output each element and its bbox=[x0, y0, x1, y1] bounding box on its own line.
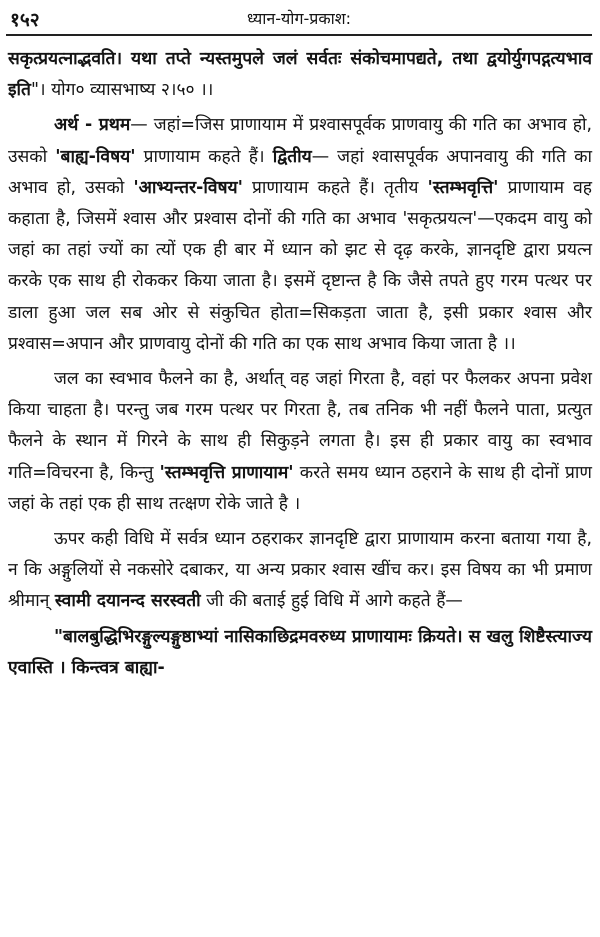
lead-second: द्वितीय bbox=[272, 146, 312, 167]
paragraph-meaning bbox=[8, 110, 592, 360]
paragraph-sanskrit-quote bbox=[8, 622, 592, 684]
text-span: ऊपर कही विधि में सर्वत्र ध्यान ठहराकर ज्ञानदृष्टि द्वारा प्राणायाम करना बताया गया है, न कि अङ्गुलियों से नकसोरे दबाकर, या अन्य प्रकार श्वास खींच कर। इस विषय का भी प्रमाण श्रीमान् bbox=[8, 529, 592, 612]
text-span: — जहां=जिस प्राणायाम में प्रश्वासपूर्वक प्राणवायु की गति का अभाव हो, उसको bbox=[8, 115, 593, 167]
lead-first: अर्थ - प्रथम bbox=[54, 115, 131, 136]
text-span: प्राणायाम वह कहाता है, जिसमें श्वास और प्रश्वास दोनों की गति का अभाव 'सकृत्प्रयत्न'—एकदम वायु को जहां का तहां ज्यों का त्यों एक ही बार में ध्यान को झट से दृढ़ करके, ज्ञानदृष्टि द्वारा प्रयत्न करके एक साथ ही रोककर किया जाता है। इसमें दृष्टान्त है कि जैसे तपते हुए गरम पत्थर पर डाला हुआ जल सब ओर से संकुचित होता=सिकड़ता जाता है, इसी प्रकार श्वास और प्रश्वास=अपान और प्राणवायु दोनों की गति का एक साथ अभाव किया जाता है ।। bbox=[8, 177, 593, 354]
text-span: प्राणायाम कहते हैं। bbox=[135, 146, 273, 167]
text-span: जल का स्वभाव फैलने का है, अर्थात् वह जहां गिरता है, वहां पर फैलकर अपना प्रवेश किया चाहता है। परन्तु जब गरम पत्थर पर गिरता है, तब तनिक भी नहीं फैलने पाता, प्रत्युत फैलने के स्थान में गिरने के साथ ही सिकुड़ने लगता है। इस ही प्रकार वायु का स्वभाव गति=विचरना है, किन्तु bbox=[8, 369, 592, 483]
term-stambhavritti: 'स्तम्भवृत्ति' bbox=[427, 177, 499, 198]
sanskrit-quote-2: "बालबुद्धिभिरङ्गुल्यङ्गुष्ठाभ्यां नासिकाछिद्रमवरुध्य प्राणायामः क्रियते। स खलु शिष्टैस्त्याज्य एवास्ति । किन्त्वत्र बाह्या- bbox=[8, 626, 592, 678]
paragraph-quote-continuation bbox=[8, 44, 592, 106]
running-title: ध्यान-योग-प्रकाश: bbox=[246, 9, 352, 28]
page-header bbox=[6, 4, 592, 36]
text-span: प्राणायाम कहते हैं। तृतीय bbox=[242, 177, 428, 198]
page-body bbox=[8, 44, 592, 684]
text-span: जी की बताई हुई विधि में आगे कहते हैं— bbox=[200, 591, 463, 612]
text-span: करते समय ध्यान ठहराने के साथ ही दोनों प्राण जहां के तहां एक ही साथ तत्क्षण रोके जाते है । bbox=[8, 462, 592, 514]
term-abhyantara-vishaya: 'आभ्यन्तर-विषय' bbox=[133, 177, 243, 198]
quote-citation: "। योग० व्यासभाष्य २।५० ।। bbox=[30, 80, 214, 101]
term-stambhavritti-pranayama: 'स्तम्भवृत्ति प्राणायाम' bbox=[159, 462, 294, 483]
sanskrit-quote: सकृत्प्रयत्नाद्भवति। यथा तप्ते न्यस्तमुपले जलं सर्वतः संकोचमापद्यते, तथा द्वयोर्युगपद्गत्यभाव इति bbox=[8, 49, 592, 101]
term-bahya-vishaya: 'बाह्य-विषय' bbox=[55, 146, 136, 167]
text-span: — जहां श्वासपूर्वक अपानवायु की गति का अभाव हो, उसको bbox=[8, 146, 592, 198]
paragraph-method bbox=[8, 524, 592, 618]
author-name: स्वामी दयानन्द सरस्वती bbox=[54, 591, 201, 612]
page-number: १५२ bbox=[10, 9, 40, 31]
paragraph-water-example bbox=[8, 364, 592, 520]
